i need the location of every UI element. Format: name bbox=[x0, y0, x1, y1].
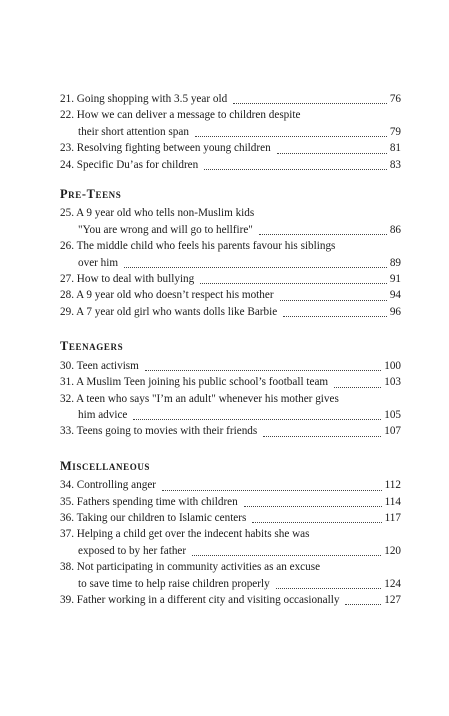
toc-entry-text: 27. How to deal with bullying bbox=[60, 273, 195, 286]
dot-leader bbox=[345, 604, 381, 605]
toc-sections bbox=[60, 186, 401, 608]
toc-entry bbox=[60, 271, 401, 287]
toc-entry-text: exposed to by her father bbox=[78, 544, 187, 557]
toc-entry-text: "You are wrong and will go to hellfire" bbox=[78, 223, 253, 236]
toc-page-number: 83 bbox=[389, 158, 401, 171]
dot-leader bbox=[263, 436, 381, 437]
toc-page-number: 114 bbox=[384, 495, 401, 508]
toc-entry-text: 37. Helping a child get over the indecent habits she was bbox=[60, 528, 310, 541]
section-heading: Pre-Teens bbox=[60, 187, 122, 202]
toc-page-number: 100 bbox=[384, 359, 401, 372]
toc-entry bbox=[60, 107, 401, 123]
toc-entry-text: 24. Specific Du’as for children bbox=[60, 158, 199, 171]
dot-leader bbox=[276, 588, 382, 589]
toc-page-number: 107 bbox=[384, 425, 401, 438]
toc-page-number: 91 bbox=[389, 273, 401, 286]
section-heading: Miscellaneous bbox=[60, 458, 151, 473]
toc-entry-text: 39. Father working in a different city and visiting occasionally bbox=[60, 593, 340, 606]
toc-entry bbox=[60, 576, 401, 592]
dot-leader bbox=[277, 153, 387, 154]
toc-entry-text: their short attention span bbox=[78, 125, 189, 138]
toc-entry-text: to save time to help raise children properly bbox=[78, 577, 270, 590]
section-spacer bbox=[60, 440, 401, 446]
toc-entry bbox=[60, 304, 401, 320]
toc-page-number: 117 bbox=[384, 511, 401, 524]
toc-entry bbox=[60, 238, 401, 254]
toc-entry bbox=[60, 358, 401, 374]
toc-entry bbox=[60, 205, 401, 221]
toc-entry-text: 26. The middle child who feels his parents favour his siblings bbox=[60, 240, 336, 253]
toc-entry bbox=[60, 157, 401, 173]
toc-section bbox=[60, 186, 401, 320]
toc-entry-text: 28. A 9 year old who doesn’t respect his mother bbox=[60, 289, 274, 302]
toc-entry bbox=[60, 494, 401, 510]
toc-page-number: 86 bbox=[389, 223, 401, 236]
toc-page-number: 79 bbox=[389, 125, 401, 138]
toc-entry bbox=[60, 124, 401, 140]
toc-entry-text: 35. Fathers spending time with children bbox=[60, 495, 238, 508]
toc-page-number: 112 bbox=[384, 479, 401, 492]
toc-entry bbox=[60, 423, 401, 439]
toc-page-number: 103 bbox=[384, 376, 401, 389]
dot-leader bbox=[204, 169, 387, 170]
dot-leader bbox=[280, 300, 387, 301]
toc-entry bbox=[60, 222, 401, 238]
toc-page-number: 81 bbox=[389, 142, 401, 155]
dot-leader bbox=[259, 234, 387, 235]
toc-entry bbox=[60, 526, 401, 542]
toc-entry bbox=[60, 477, 401, 493]
dot-leader bbox=[283, 316, 387, 317]
toc-entry-text: 32. A teen who says "I’m an adult" whenever his mother gives bbox=[60, 392, 339, 405]
dot-leader bbox=[334, 387, 381, 388]
toc-group-young-children bbox=[60, 91, 401, 173]
toc-entry-text: 36. Taking our children to Islamic centers bbox=[60, 511, 247, 524]
dot-leader bbox=[162, 490, 382, 491]
toc-entry-text: 33. Teens going to movies with their friends bbox=[60, 425, 258, 438]
toc-entry bbox=[60, 592, 401, 608]
toc-page-number: 96 bbox=[389, 305, 401, 318]
toc-entry bbox=[60, 559, 401, 575]
toc-section bbox=[60, 440, 401, 609]
toc-entry bbox=[60, 407, 401, 423]
toc-entry bbox=[60, 287, 401, 303]
dot-leader bbox=[133, 419, 381, 420]
toc-entry-text: 34. Controlling anger bbox=[60, 479, 157, 492]
toc-page-number: 124 bbox=[384, 577, 401, 590]
toc-entry-text: 38. Not participating in community activities as an excuse bbox=[60, 561, 321, 574]
toc-entry-text: 30. Teen activism bbox=[60, 359, 139, 372]
toc-entry bbox=[60, 140, 401, 156]
toc-entry bbox=[60, 255, 401, 271]
dot-leader bbox=[200, 283, 387, 284]
toc-entry-text: 22. How we can deliver a message to children despite bbox=[60, 109, 301, 122]
toc-page-number: 120 bbox=[384, 544, 401, 557]
toc-page-number: 89 bbox=[389, 256, 401, 269]
dot-leader bbox=[244, 506, 382, 507]
toc-entry bbox=[60, 374, 401, 390]
section-heading: Teenagers bbox=[60, 339, 124, 354]
toc-entry-text: him advice bbox=[78, 408, 128, 421]
toc-entry bbox=[60, 391, 401, 407]
dot-leader bbox=[192, 555, 381, 556]
toc-entry bbox=[60, 91, 401, 107]
toc-entry-text: 25. A 9 year old who tells non-Muslim kids bbox=[60, 207, 255, 220]
toc-page-number: 105 bbox=[384, 408, 401, 421]
toc-entry-text: 23. Resolving fighting between young children bbox=[60, 142, 271, 155]
section-spacer bbox=[60, 320, 401, 326]
dot-leader bbox=[195, 136, 387, 137]
toc-page-number: 76 bbox=[389, 93, 401, 105]
dot-leader bbox=[145, 370, 381, 371]
dot-leader bbox=[252, 522, 381, 523]
toc-entry-text: 29. A 7 year old girl who wants dolls like Barbie bbox=[60, 305, 278, 318]
dot-leader bbox=[124, 267, 387, 268]
dot-leader bbox=[233, 103, 387, 104]
toc-section bbox=[60, 320, 401, 439]
toc-entry bbox=[60, 510, 401, 526]
toc-entry-text: over him bbox=[78, 256, 119, 269]
table-of-contents bbox=[60, 91, 401, 608]
toc-entry-text: 21. Going shopping with 3.5 year old bbox=[60, 93, 228, 105]
toc-page-number: 127 bbox=[384, 593, 401, 606]
toc-entry bbox=[60, 543, 401, 559]
toc-page-number: 94 bbox=[389, 289, 401, 302]
toc-entry-text: 31. A Muslim Teen joining his public school’s football team bbox=[60, 376, 329, 389]
